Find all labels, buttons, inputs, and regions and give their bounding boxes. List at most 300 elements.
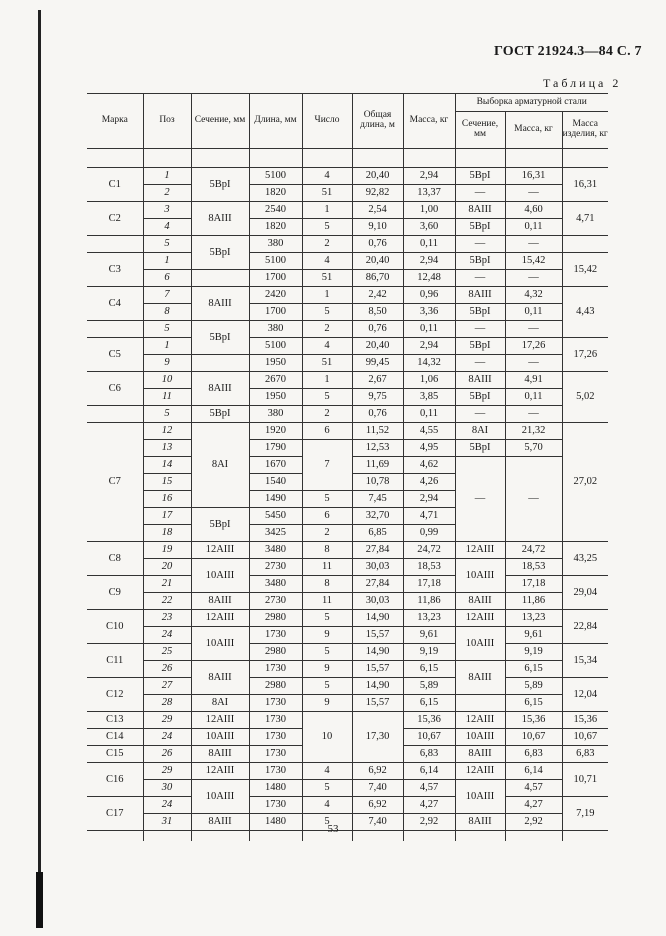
total-length-cell: 9,75 bbox=[352, 389, 403, 406]
mark-cell: C14 bbox=[87, 729, 143, 746]
mass-cell: 18,53 bbox=[403, 559, 455, 576]
poz-cell: 26 bbox=[143, 661, 191, 678]
total-length-cell: 6,92 bbox=[352, 763, 403, 780]
mass-cell: 13,37 bbox=[403, 185, 455, 202]
count-cell: 4 bbox=[302, 797, 352, 814]
poz-cell: 3 bbox=[143, 202, 191, 219]
total-length-cell: 7,45 bbox=[352, 491, 403, 508]
total-length-cell: 20,40 bbox=[352, 338, 403, 355]
length-cell: 3480 bbox=[249, 542, 302, 559]
section-cell: 12AIII bbox=[191, 610, 249, 627]
sel-section-cell: — bbox=[455, 236, 505, 253]
length-cell: 1820 bbox=[249, 219, 302, 236]
table-row bbox=[87, 423, 608, 440]
length-cell: 380 bbox=[249, 321, 302, 338]
section-cell: 5BpI bbox=[191, 508, 249, 542]
table-row bbox=[87, 610, 608, 627]
table-row bbox=[87, 304, 608, 321]
product-mass-cell: 29,04 bbox=[562, 576, 608, 610]
count-cell: 1 bbox=[302, 202, 352, 219]
total-length-cell: 6,85 bbox=[352, 525, 403, 542]
mark-cell: C9 bbox=[87, 576, 143, 610]
length-cell: 2980 bbox=[249, 678, 302, 695]
mass-cell: 3,60 bbox=[403, 219, 455, 236]
length-cell: 5100 bbox=[249, 338, 302, 355]
length-cell: 1480 bbox=[249, 780, 302, 797]
section-cell: 8AI bbox=[191, 423, 249, 508]
total-length-cell: 99,45 bbox=[352, 355, 403, 372]
table-row bbox=[87, 695, 608, 712]
mass-cell: 6,14 bbox=[403, 763, 455, 780]
poz-cell: 23 bbox=[143, 610, 191, 627]
sel-section-cell: 8AI bbox=[455, 423, 505, 440]
mass-cell: 12,48 bbox=[403, 270, 455, 287]
section-cell: 8AIII bbox=[191, 287, 249, 321]
sel-mass-cell: 21,32 bbox=[505, 423, 562, 440]
table-row bbox=[87, 270, 608, 287]
mark-cell: C6 bbox=[87, 372, 143, 406]
mass-cell: 1,06 bbox=[403, 372, 455, 389]
sel-mass-cell: 6,14 bbox=[505, 763, 562, 780]
sel-mass-cell: 11,86 bbox=[505, 593, 562, 610]
length-cell: 1820 bbox=[249, 185, 302, 202]
mass-cell: 0,99 bbox=[403, 525, 455, 542]
table-row bbox=[87, 763, 608, 780]
poz-cell: 26 bbox=[143, 746, 191, 763]
total-length-cell: 15,57 bbox=[352, 661, 403, 678]
mass-cell: 0,96 bbox=[403, 287, 455, 304]
count-cell: 5 bbox=[302, 644, 352, 661]
poz-cell: 29 bbox=[143, 712, 191, 729]
length-cell: 1790 bbox=[249, 440, 302, 457]
poz-cell: 24 bbox=[143, 627, 191, 644]
sel-section-cell: 8AIII bbox=[455, 746, 505, 763]
length-cell: 1730 bbox=[249, 627, 302, 644]
count-cell: 5 bbox=[302, 780, 352, 797]
sel-mass-cell: — bbox=[505, 236, 562, 253]
poz-cell: 16 bbox=[143, 491, 191, 508]
section-cell: 12AIII bbox=[191, 712, 249, 729]
mark-cell: C5 bbox=[87, 338, 143, 372]
total-length-cell: 7,40 bbox=[352, 780, 403, 797]
sel-mass-cell: 18,53 bbox=[505, 559, 562, 576]
total-length-cell: 2,54 bbox=[352, 202, 403, 219]
count-cell: 4 bbox=[302, 338, 352, 355]
table-caption: Таблица 2 bbox=[543, 76, 622, 90]
mass-cell: 4,71 bbox=[403, 508, 455, 525]
poz-cell: 11 bbox=[143, 389, 191, 406]
sel-mass-cell: 6,15 bbox=[505, 661, 562, 678]
total-length-cell: 14,90 bbox=[352, 644, 403, 661]
length-cell: 1480 bbox=[249, 814, 302, 831]
section-cell: 8AIII bbox=[191, 593, 249, 610]
section-cell: 8AIII bbox=[191, 814, 249, 831]
table-row bbox=[87, 712, 608, 729]
product-mass-cell: 43,25 bbox=[562, 542, 608, 576]
header-mass: Масса, кг bbox=[403, 94, 455, 149]
mark-cell: C1 bbox=[87, 168, 143, 202]
sel-mass-cell: 10,67 bbox=[505, 729, 562, 746]
table-row bbox=[87, 168, 608, 185]
poz-cell: 21 bbox=[143, 576, 191, 593]
count-cell: 2 bbox=[302, 321, 352, 338]
total-length-cell: 0,76 bbox=[352, 321, 403, 338]
sel-section-cell: 12AIII bbox=[455, 763, 505, 780]
total-length-cell: 9,10 bbox=[352, 219, 403, 236]
mass-cell: 5,89 bbox=[403, 678, 455, 695]
sel-mass-cell: 4,91 bbox=[505, 372, 562, 389]
poz-cell: 22 bbox=[143, 593, 191, 610]
length-cell: 1490 bbox=[249, 491, 302, 508]
total-length-cell: 92,82 bbox=[352, 185, 403, 202]
sel-mass-cell: — bbox=[505, 406, 562, 423]
sel-section-cell: 10AIII bbox=[455, 627, 505, 661]
product-mass-cell: 16,31 bbox=[562, 168, 608, 202]
length-cell: 1950 bbox=[249, 355, 302, 372]
product-mass-cell: 17,26 bbox=[562, 338, 608, 372]
total-length-cell: 12,53 bbox=[352, 440, 403, 457]
sel-section-cell: — bbox=[455, 321, 505, 338]
length-cell: 1730 bbox=[249, 763, 302, 780]
mass-cell: 0,11 bbox=[403, 406, 455, 423]
count-cell: 2 bbox=[302, 236, 352, 253]
table-row bbox=[87, 236, 608, 253]
table-row bbox=[87, 797, 608, 814]
total-length-cell: 7,40 bbox=[352, 814, 403, 831]
sel-mass-cell: 4,32 bbox=[505, 287, 562, 304]
length-cell: 1730 bbox=[249, 797, 302, 814]
mass-cell: 10,67 bbox=[403, 729, 455, 746]
mass-cell: 4,27 bbox=[403, 797, 455, 814]
length-cell: 1540 bbox=[249, 474, 302, 491]
count-cell: 8 bbox=[302, 576, 352, 593]
section-cell: 10AIII bbox=[191, 729, 249, 746]
count-cell: 5 bbox=[302, 491, 352, 508]
mass-cell: 4,55 bbox=[403, 423, 455, 440]
section-cell: 5BpI bbox=[191, 236, 249, 270]
sel-section-cell: 5BpI bbox=[455, 389, 505, 406]
table-row bbox=[87, 389, 608, 406]
mass-cell: 6,15 bbox=[403, 661, 455, 678]
count-cell: 10 bbox=[302, 712, 352, 763]
section-cell: 12AIII bbox=[191, 763, 249, 780]
table-row bbox=[87, 661, 608, 678]
sel-mass-cell: 6,83 bbox=[505, 746, 562, 763]
total-length-cell: 11,69 bbox=[352, 457, 403, 474]
sel-section-cell: 10AIII bbox=[455, 729, 505, 746]
mark-cell: C8 bbox=[87, 542, 143, 576]
length-cell: 2980 bbox=[249, 644, 302, 661]
header-section: Сечение, мм bbox=[191, 94, 249, 149]
table-row bbox=[87, 406, 608, 423]
product-mass-cell: 15,34 bbox=[562, 644, 608, 678]
section-cell: 5BpI bbox=[191, 321, 249, 355]
sel-section-cell: 12AIII bbox=[455, 542, 505, 559]
table-row bbox=[87, 372, 608, 389]
total-length-cell: 2,67 bbox=[352, 372, 403, 389]
length-cell: 2730 bbox=[249, 593, 302, 610]
length-cell: 2980 bbox=[249, 610, 302, 627]
mark-cell: C3 bbox=[87, 253, 143, 287]
length-cell: 380 bbox=[249, 236, 302, 253]
count-cell: 5 bbox=[302, 219, 352, 236]
count-cell: 5 bbox=[302, 678, 352, 695]
count-cell: 4 bbox=[302, 763, 352, 780]
mass-cell: 2,92 bbox=[403, 814, 455, 831]
mass-cell: 4,95 bbox=[403, 440, 455, 457]
mark-cell: C17 bbox=[87, 797, 143, 831]
count-cell: 4 bbox=[302, 253, 352, 270]
poz-cell: 28 bbox=[143, 695, 191, 712]
poz-cell: 5 bbox=[143, 321, 191, 338]
product-mass-cell: 15,42 bbox=[562, 253, 608, 287]
poz-cell: 15 bbox=[143, 474, 191, 491]
count-cell: 1 bbox=[302, 287, 352, 304]
sel-mass-cell: 15,42 bbox=[505, 253, 562, 270]
product-mass-cell: 7,19 bbox=[562, 797, 608, 831]
mark-cell: C10 bbox=[87, 610, 143, 644]
table-row bbox=[87, 593, 608, 610]
mass-cell: 6,83 bbox=[403, 746, 455, 763]
poz-cell: 5 bbox=[143, 236, 191, 253]
poz-cell: 13 bbox=[143, 440, 191, 457]
header-mark: Марка bbox=[87, 94, 143, 149]
total-length-cell: 0,76 bbox=[352, 406, 403, 423]
sel-section-cell: — bbox=[455, 355, 505, 372]
sel-mass-cell: 0,11 bbox=[505, 219, 562, 236]
total-length-cell: 30,03 bbox=[352, 559, 403, 576]
sel-mass-cell: 16,31 bbox=[505, 168, 562, 185]
poz-cell: 24 bbox=[143, 797, 191, 814]
sel-mass-cell: 4,57 bbox=[505, 780, 562, 797]
sel-mass-cell: 0,11 bbox=[505, 304, 562, 321]
product-mass-cell: 27,02 bbox=[562, 423, 608, 542]
sel-mass-cell: 24,72 bbox=[505, 542, 562, 559]
sel-mass-cell: — bbox=[505, 270, 562, 287]
count-cell: 2 bbox=[302, 525, 352, 542]
mark-cell: C7 bbox=[87, 423, 143, 542]
product-mass-cell: 4,71 bbox=[562, 202, 608, 236]
header-selection: Выборка арматурной стали bbox=[455, 94, 608, 112]
count-cell: 51 bbox=[302, 185, 352, 202]
length-cell: 2420 bbox=[249, 287, 302, 304]
count-cell: 51 bbox=[302, 355, 352, 372]
length-cell: 2730 bbox=[249, 559, 302, 576]
section-cell: 8AIII bbox=[191, 202, 249, 236]
poz-cell: 17 bbox=[143, 508, 191, 525]
poz-cell: 18 bbox=[143, 525, 191, 542]
total-length-cell: 15,57 bbox=[352, 627, 403, 644]
sel-mass-cell: — bbox=[505, 185, 562, 202]
total-length-cell: 86,70 bbox=[352, 270, 403, 287]
sel-section-cell bbox=[455, 695, 505, 712]
mass-cell: 14,32 bbox=[403, 355, 455, 372]
length-cell: 1700 bbox=[249, 270, 302, 287]
mass-cell: 24,72 bbox=[403, 542, 455, 559]
sel-mass-cell: — bbox=[505, 457, 562, 542]
total-length-cell: 20,40 bbox=[352, 168, 403, 185]
mark-cell: C13 bbox=[87, 712, 143, 729]
section-cell: 10AIII bbox=[191, 559, 249, 593]
mass-cell: 4,26 bbox=[403, 474, 455, 491]
mass-cell: 2,94 bbox=[403, 168, 455, 185]
mass-cell: 15,36 bbox=[403, 712, 455, 729]
sel-section-cell: 12AIII bbox=[455, 610, 505, 627]
count-cell: 4 bbox=[302, 168, 352, 185]
table-row bbox=[87, 338, 608, 355]
table-row bbox=[87, 355, 608, 372]
mass-cell: 0,11 bbox=[403, 236, 455, 253]
sel-mass-cell: 9,61 bbox=[505, 627, 562, 644]
header-count: Число bbox=[302, 94, 352, 149]
section-cell: 10AIII bbox=[191, 780, 249, 814]
poz-cell: 10 bbox=[143, 372, 191, 389]
total-length-cell: 6,92 bbox=[352, 797, 403, 814]
header-length: Длина, мм bbox=[249, 94, 302, 149]
sel-section-cell: 8AIII bbox=[455, 202, 505, 219]
mass-cell: 13,23 bbox=[403, 610, 455, 627]
table-row bbox=[87, 253, 608, 270]
poz-cell: 31 bbox=[143, 814, 191, 831]
mass-cell: 9,19 bbox=[403, 644, 455, 661]
count-cell: 6 bbox=[302, 508, 352, 525]
sel-section-cell: 5BpI bbox=[455, 304, 505, 321]
total-length-cell: 10,78 bbox=[352, 474, 403, 491]
sel-mass-cell: 6,15 bbox=[505, 695, 562, 712]
sel-section-cell: — bbox=[455, 457, 505, 542]
poz-cell: 9 bbox=[143, 355, 191, 372]
sel-section-cell: 5BpI bbox=[455, 219, 505, 236]
count-cell: 5 bbox=[302, 814, 352, 831]
poz-cell: 29 bbox=[143, 763, 191, 780]
total-length-cell: 27,84 bbox=[352, 542, 403, 559]
table-row bbox=[87, 559, 608, 576]
count-cell: 9 bbox=[302, 627, 352, 644]
total-length-cell: 15,57 bbox=[352, 695, 403, 712]
count-cell: 51 bbox=[302, 270, 352, 287]
poz-cell: 1 bbox=[143, 253, 191, 270]
length-cell: 1730 bbox=[249, 729, 302, 746]
count-cell: 5 bbox=[302, 304, 352, 321]
total-length-cell: 30,03 bbox=[352, 593, 403, 610]
sel-section-cell: 8AIII bbox=[455, 287, 505, 304]
poz-cell: 4 bbox=[143, 219, 191, 236]
sel-mass-cell: 5,89 bbox=[505, 678, 562, 695]
length-cell: 5100 bbox=[249, 253, 302, 270]
count-cell: 11 bbox=[302, 559, 352, 576]
section-cell: 5BpI bbox=[191, 168, 249, 202]
count-cell: 6 bbox=[302, 423, 352, 440]
length-cell: 3480 bbox=[249, 576, 302, 593]
sel-mass-cell: 4,60 bbox=[505, 202, 562, 219]
sel-mass-cell: 5,70 bbox=[505, 440, 562, 457]
mass-cell: 3,85 bbox=[403, 389, 455, 406]
table-row bbox=[87, 185, 608, 202]
mark-cell: C4 bbox=[87, 287, 143, 321]
sel-section-cell: — bbox=[455, 406, 505, 423]
count-cell: 1 bbox=[302, 372, 352, 389]
count-cell: 8 bbox=[302, 542, 352, 559]
length-cell: 1730 bbox=[249, 695, 302, 712]
section-cell: 5BpI bbox=[191, 406, 249, 423]
count-cell: 5 bbox=[302, 610, 352, 627]
length-cell: 1730 bbox=[249, 661, 302, 678]
poz-cell: 19 bbox=[143, 542, 191, 559]
poz-cell: 1 bbox=[143, 168, 191, 185]
total-length-cell: 0,76 bbox=[352, 236, 403, 253]
section-cell: 8AIII bbox=[191, 661, 249, 695]
sel-section-cell: — bbox=[455, 185, 505, 202]
poz-cell: 2 bbox=[143, 185, 191, 202]
poz-cell: 14 bbox=[143, 457, 191, 474]
sel-section-cell: 8AIII bbox=[455, 372, 505, 389]
count-cell: 9 bbox=[302, 695, 352, 712]
length-cell: 5450 bbox=[249, 508, 302, 525]
sel-mass-cell: — bbox=[505, 321, 562, 338]
mass-cell: 2,94 bbox=[403, 338, 455, 355]
section-cell: 10AIII bbox=[191, 627, 249, 661]
sel-section-cell: 10AIII bbox=[455, 559, 505, 593]
section-cell: 8AI bbox=[191, 695, 249, 712]
table-row bbox=[87, 627, 608, 644]
poz-cell: 6 bbox=[143, 270, 191, 287]
mass-cell: 0,11 bbox=[403, 321, 455, 338]
length-cell: 1950 bbox=[249, 389, 302, 406]
sel-mass-cell: 17,26 bbox=[505, 338, 562, 355]
sel-section-cell: 5BpI bbox=[455, 440, 505, 457]
header-product-mass: Масса изделия, кг bbox=[562, 112, 608, 149]
sel-mass-cell: 13,23 bbox=[505, 610, 562, 627]
length-cell: 1700 bbox=[249, 304, 302, 321]
product-mass-cell: 10,67 bbox=[562, 729, 608, 746]
sel-section-cell: 10AIII bbox=[455, 780, 505, 814]
mark-cell: C15 bbox=[87, 746, 143, 763]
section-cell: 8AIII bbox=[191, 372, 249, 406]
mass-cell: 4,57 bbox=[403, 780, 455, 797]
poz-cell: 5 bbox=[143, 406, 191, 423]
count-cell: 11 bbox=[302, 593, 352, 610]
sel-mass-cell: 4,27 bbox=[505, 797, 562, 814]
total-length-cell: 2,42 bbox=[352, 287, 403, 304]
mark-cell: C11 bbox=[87, 644, 143, 678]
table-row bbox=[87, 644, 608, 661]
table-row bbox=[87, 576, 608, 593]
header-sel-mass: Масса, кг bbox=[505, 112, 562, 149]
table-row bbox=[87, 440, 608, 457]
poz-cell: 8 bbox=[143, 304, 191, 321]
length-cell: 1920 bbox=[249, 423, 302, 440]
total-length-cell: 8,50 bbox=[352, 304, 403, 321]
mass-cell: 6,15 bbox=[403, 695, 455, 712]
count-cell: 9 bbox=[302, 661, 352, 678]
count-cell: 5 bbox=[302, 389, 352, 406]
length-cell: 5100 bbox=[249, 168, 302, 185]
section-cell: 12AIII bbox=[191, 542, 249, 559]
sel-section-cell: 8AIII bbox=[455, 661, 505, 695]
total-length-cell: 17,30 bbox=[352, 712, 403, 763]
table-row bbox=[87, 219, 608, 236]
total-length-cell: 14,90 bbox=[352, 610, 403, 627]
mark-cell: C12 bbox=[87, 678, 143, 712]
count-cell: 2 bbox=[302, 406, 352, 423]
total-length-cell: 14,90 bbox=[352, 678, 403, 695]
sel-mass-cell: — bbox=[505, 355, 562, 372]
product-mass-cell: 12,04 bbox=[562, 678, 608, 712]
mass-cell: 2,94 bbox=[403, 491, 455, 508]
product-mass-cell: 5,02 bbox=[562, 372, 608, 423]
total-length-cell: 27,84 bbox=[352, 576, 403, 593]
binding-margin-line bbox=[38, 10, 41, 926]
